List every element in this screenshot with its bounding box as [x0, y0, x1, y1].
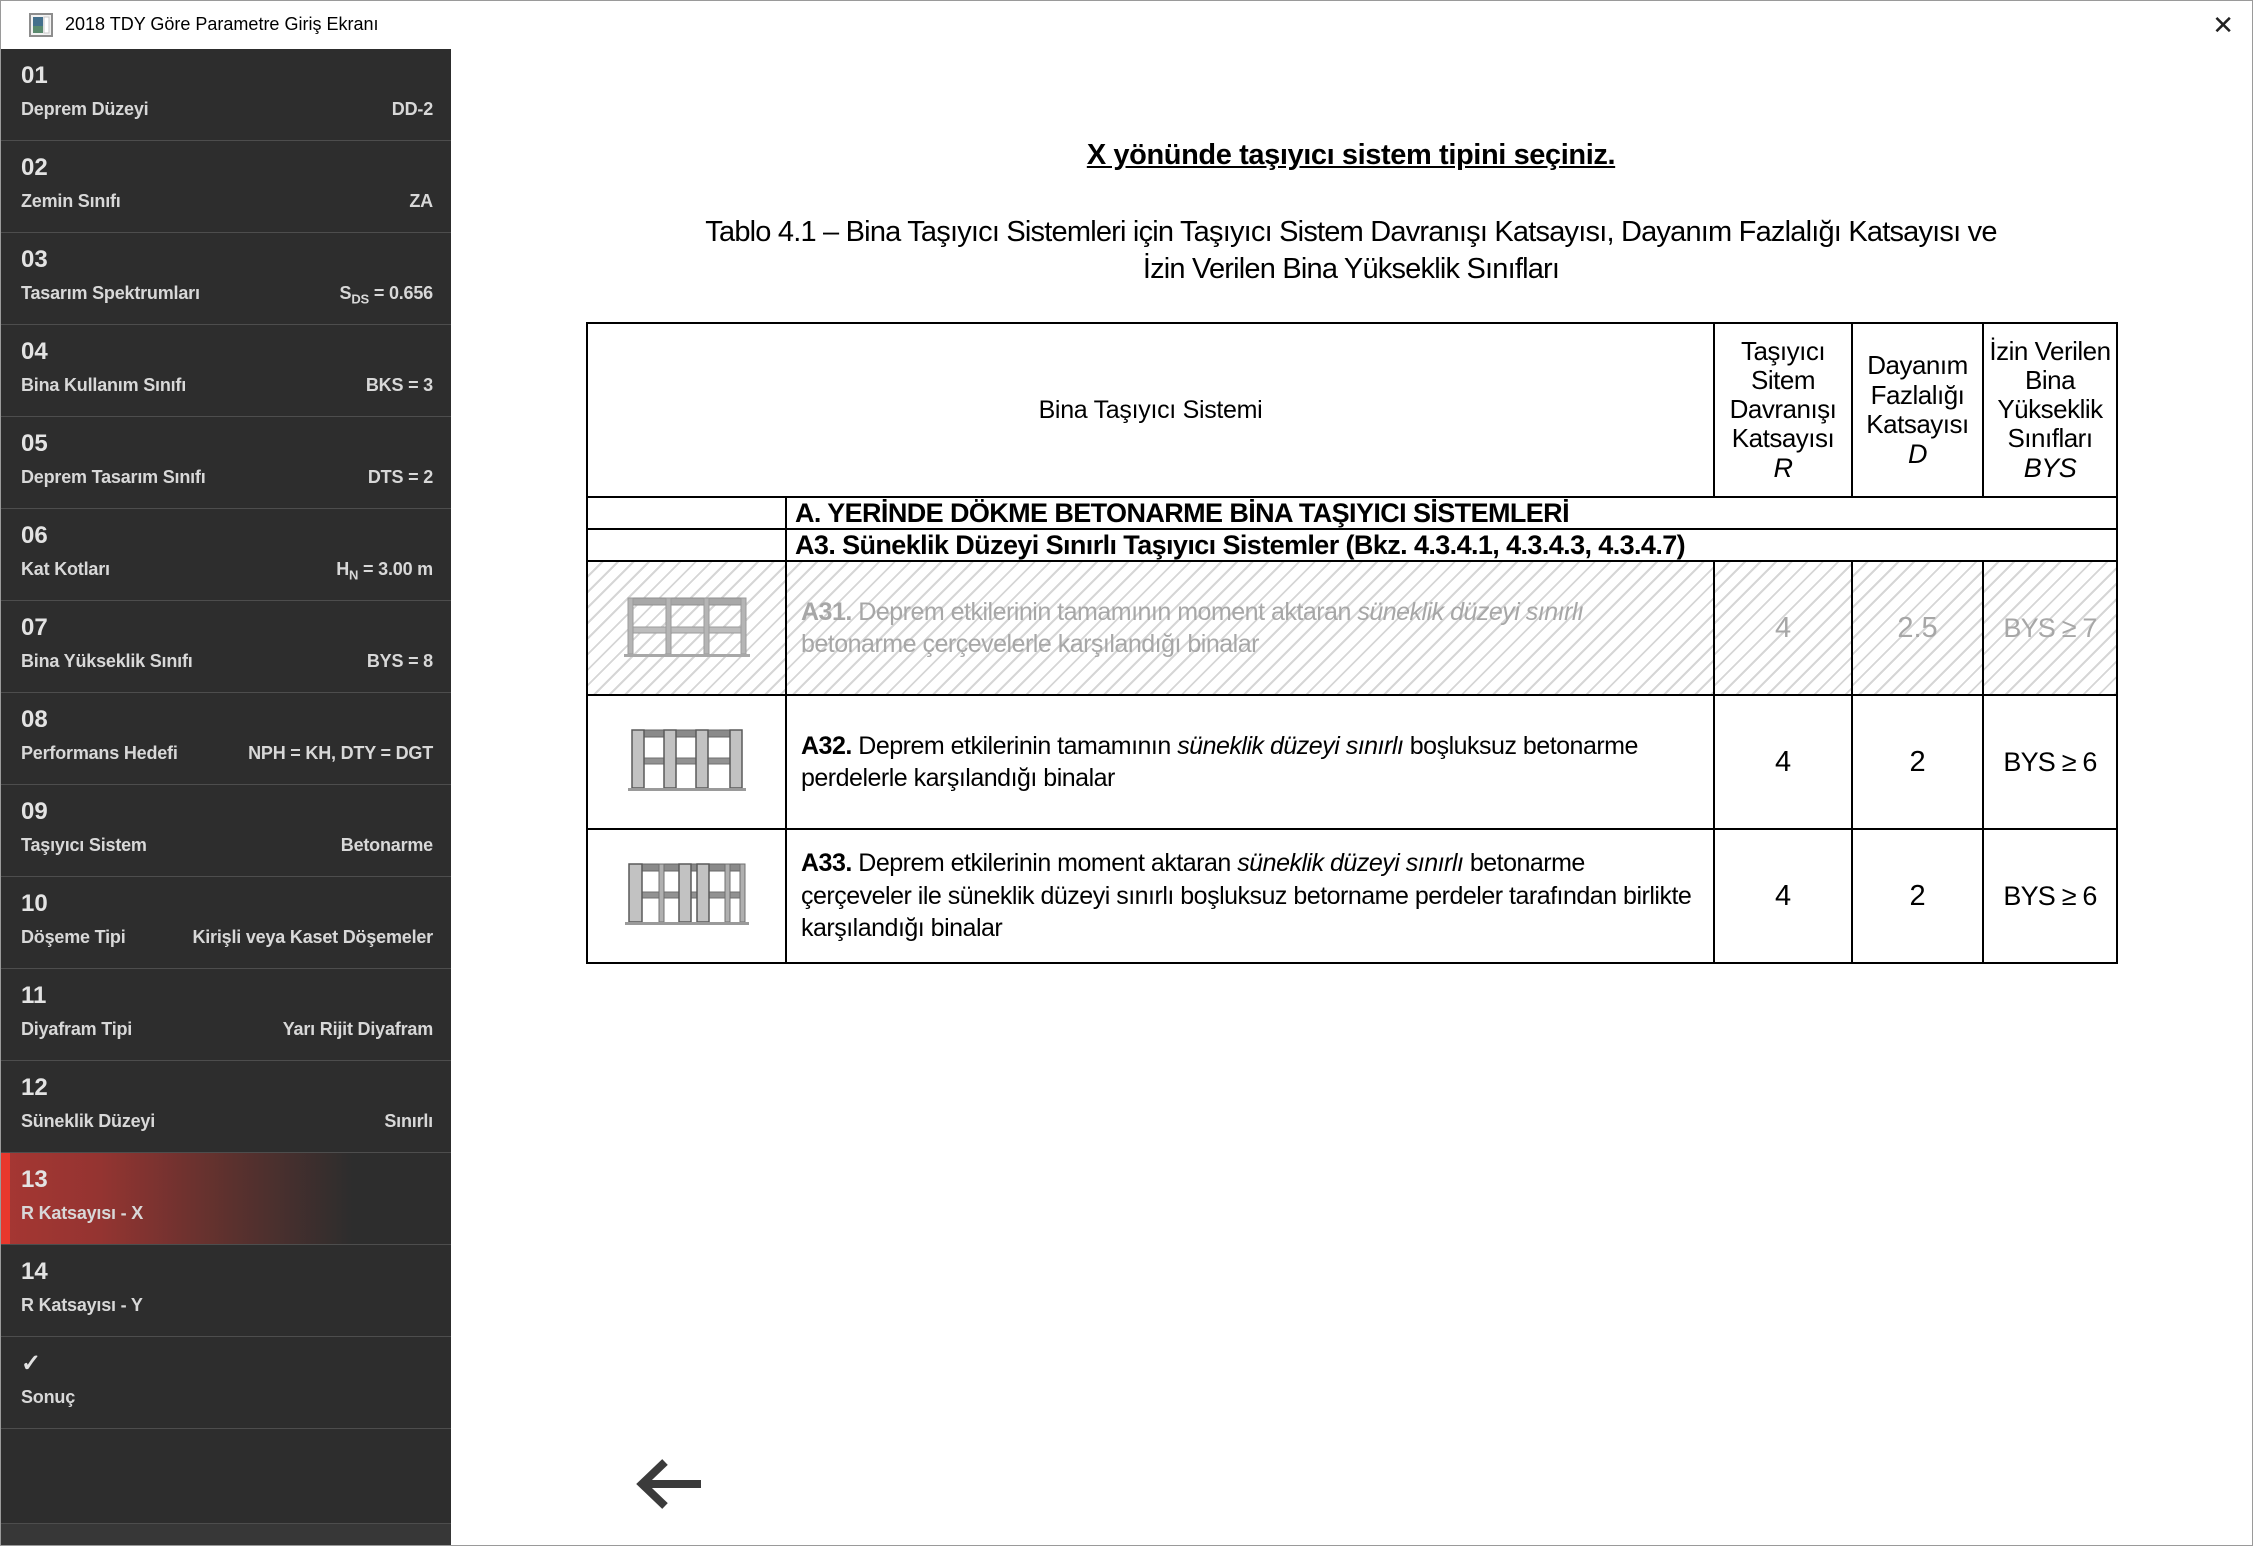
- header-column-title: Taşıyıcı Sitem Davranışı Katsayısı: [1729, 335, 1837, 454]
- step-value: $S_{DS} = 0.656$: [339, 283, 433, 307]
- step-label: Performans Hedefi: [21, 743, 178, 763]
- step-label: Tasarım Spektrumları: [21, 283, 200, 303]
- sidebar-item-08[interactable]: [1, 693, 451, 785]
- back-arrow-icon[interactable]: [629, 1454, 705, 1514]
- value-R: 4: [1714, 695, 1852, 829]
- step-label: Deprem Tasarım Sınıfı: [21, 467, 206, 487]
- sidebar-items: [1, 49, 451, 1429]
- main-area: [451, 49, 2252, 1545]
- step-label: Kat Kotları: [21, 559, 110, 579]
- step-value: ZA: [409, 191, 433, 211]
- system-row-a31: [587, 561, 2117, 695]
- section-title: A. YERİNDE DÖKME BETONARME BİNA TAŞIYICI SİSTEMLERİ: [786, 497, 2117, 529]
- application-icon: [29, 13, 53, 37]
- step-row: [21, 375, 433, 396]
- sidebar-item-13[interactable]: [1, 1153, 451, 1245]
- section-blank-cell: [587, 529, 786, 561]
- section-blank-cell: [587, 497, 786, 529]
- step-row: [21, 1019, 433, 1040]
- step-row: [21, 1203, 433, 1224]
- sidebar-item-05[interactable]: [1, 417, 451, 509]
- system-icon-cell: [587, 695, 786, 829]
- step-number: 13: [21, 1166, 48, 1193]
- value-D: 2.5: [1852, 561, 1983, 695]
- content: [586, 49, 2116, 964]
- step-value: Kirişli veya Kaset Döşemeler: [192, 927, 433, 947]
- step-label: Taşıyıcı Sistem: [21, 835, 147, 855]
- titlebar: [1, 1, 2252, 49]
- step-row: [21, 559, 433, 583]
- close-icon[interactable]: ✕: [2212, 10, 2234, 40]
- step-value: Sınırlı: [384, 1111, 433, 1131]
- step-value: BYS = 8: [366, 651, 433, 671]
- sidebar-item-11[interactable]: [1, 969, 451, 1061]
- value-BYS: BYS ≥ 7: [1983, 561, 2117, 695]
- header-system-column: Bina Taşıyıcı Sistemi: [587, 323, 1714, 497]
- step-value: Betonarme: [340, 835, 433, 855]
- step-value: NPH = KH, DTY = DGT: [248, 743, 433, 763]
- step-label: Sonuç: [21, 1387, 76, 1407]
- step-label: Diyafram Tipi: [21, 1019, 133, 1039]
- system-row-a32[interactable]: [587, 695, 2117, 829]
- value-R: 4: [1714, 829, 1852, 963]
- sidebar: [1, 49, 451, 1545]
- system-description: A31. Deprem etkilerinin tamamının moment aktaran süneklik düzeyi sınırlı betonarme çerçevelerle karşılandığı binalar: [786, 561, 1714, 695]
- frame-structure-icon: [622, 590, 752, 662]
- sidebar-item-14[interactable]: [1, 1245, 451, 1337]
- system-icon-cell: [587, 561, 786, 695]
- value-BYS: BYS ≥ 6: [1983, 695, 2117, 829]
- section-title: A3. Süneklik Düzeyi Sınırlı Taşıyıcı Sistemler (Bkz. 4.3.4.1, 4.3.4.3, 4.3.4.7): [786, 529, 2117, 561]
- header-column-symbol: BYS: [2023, 453, 2077, 484]
- step-value: BKS = 3: [365, 375, 433, 395]
- section-row: [587, 497, 2117, 529]
- page-title: X yönünde taşıyıcı sistem tipini seçiniz.: [1086, 139, 1616, 171]
- header-column-d: [1852, 323, 1983, 497]
- step-row: [21, 835, 433, 856]
- step-row: [21, 743, 433, 764]
- step-row: [21, 1295, 433, 1316]
- step-number: 08: [21, 706, 48, 733]
- step-number: 14: [21, 1258, 48, 1285]
- step-value: $H_N = 3.00$ m: [336, 559, 433, 583]
- sidebar-item-04[interactable]: [1, 325, 451, 417]
- system-description: A33. Deprem etkilerinin moment aktaran süneklik düzeyi sınırlı betonarme çerçeveler ile süneklik düzeyi sınırlı boşluksuz betorname perdeler tarafından birlikte karşılandığı binalar: [786, 829, 1714, 963]
- header-column-r: [1714, 323, 1852, 497]
- sidebar-item-12[interactable]: [1, 1061, 451, 1153]
- step-number: 09: [21, 798, 48, 825]
- step-label: Süneklik Düzeyi: [21, 1111, 156, 1131]
- step-number: 10: [21, 890, 48, 917]
- system-table-body: [587, 323, 2117, 963]
- step-number: 02: [21, 154, 48, 181]
- step-row: [21, 99, 433, 120]
- step-label: Zemin Sınıfı: [21, 191, 121, 211]
- step-value: DTS = 2: [367, 467, 433, 487]
- header-column-symbol: D: [1908, 438, 1928, 469]
- step-number: 12: [21, 1074, 48, 1101]
- step-number: 05: [21, 430, 48, 457]
- value-BYS: BYS ≥ 6: [1983, 829, 2117, 963]
- step-number: 01: [21, 62, 48, 89]
- table-header-row: [587, 323, 2117, 497]
- step-row: [21, 467, 433, 488]
- step-value: Yarı Rijit Diyafram: [282, 1019, 433, 1039]
- sidebar-item-03[interactable]: [1, 233, 451, 325]
- step-label: Bina Kullanım Sınıfı: [21, 375, 187, 395]
- system-icon-cell: [587, 829, 786, 963]
- sidebar-item-09[interactable]: [1, 785, 451, 877]
- step-value: DD-2: [391, 99, 433, 119]
- step-label: Bina Yükseklik Sınıfı: [21, 651, 193, 671]
- header-column-bys: [1983, 323, 2117, 497]
- sidebar-item-sonuc[interactable]: [1, 1337, 451, 1429]
- step-label: Döşeme Tipi: [21, 927, 126, 947]
- system-description: A32. Deprem etkilerinin tamamının süneklik düzeyi sınırlı boşluksuz betonarme perdelerle karşılandığı binalar: [786, 695, 1714, 829]
- step-row: [21, 1387, 433, 1408]
- value-D: 2: [1852, 695, 1983, 829]
- sidebar-item-01[interactable]: [1, 49, 451, 141]
- step-number: 07: [21, 614, 48, 641]
- header-column-title: İzin Verilen Bina Yükseklik Sınıfları: [1989, 335, 2111, 454]
- step-label: R Katsayısı - X: [21, 1203, 144, 1223]
- step-row: [21, 283, 433, 307]
- step-number: 03: [21, 246, 48, 273]
- table-caption: Tablo 4.1 – Bina Taşıyıcı Sistemleri için Taşıyıcı Sistem Davranışı Katsayısı, Dayanım Fazlalığı Katsayısı ve İzin Verilen Bina Yükseklik Sınıfları: [705, 216, 1997, 286]
- window-title: 2018 TDY Göre Parametre Giriş Ekranı: [65, 14, 379, 34]
- step-row: [21, 191, 433, 212]
- system-table: [586, 322, 2118, 964]
- check-icon: ✓: [21, 1350, 42, 1377]
- frame-wall-structure-icon: [625, 858, 749, 930]
- sidebar-footer: [1, 1523, 451, 1545]
- step-number: 06: [21, 522, 48, 549]
- value-R: 4: [1714, 561, 1852, 695]
- header-column-title: Dayanım Fazlalığı Katsayısı: [1866, 350, 1969, 439]
- value-D: 2: [1852, 829, 1983, 963]
- step-label: R Katsayısı - Y: [21, 1295, 143, 1315]
- step-number: 04: [21, 338, 48, 365]
- step-label: Deprem Düzeyi: [21, 99, 149, 119]
- sidebar-item-06[interactable]: [1, 509, 451, 601]
- sidebar-item-07[interactable]: [1, 601, 451, 693]
- header-column-symbol: R: [1773, 453, 1793, 484]
- step-row: [21, 651, 433, 672]
- sidebar-item-02[interactable]: [1, 141, 451, 233]
- step-row: [21, 1111, 433, 1132]
- step-row: [21, 927, 433, 948]
- sidebar-item-10[interactable]: [1, 877, 451, 969]
- wall-structure-icon: [626, 724, 748, 796]
- system-row-a33[interactable]: [587, 829, 2117, 963]
- step-number: 11: [21, 982, 47, 1009]
- section-row: [587, 529, 2117, 561]
